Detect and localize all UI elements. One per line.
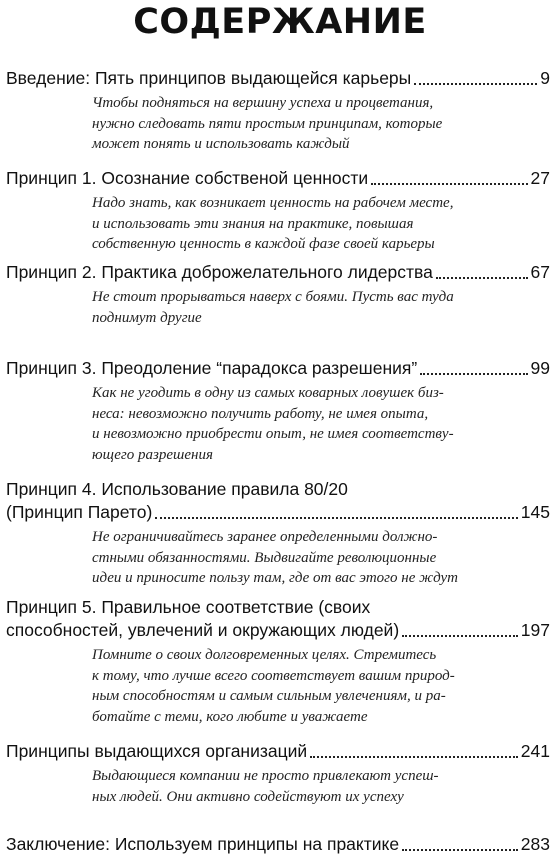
toc-page-number[interactable]: 9 xyxy=(540,68,550,88)
toc-heading-row[interactable] xyxy=(6,740,550,763)
toc-description xyxy=(92,766,512,807)
toc-description xyxy=(92,527,512,589)
toc-heading[interactable]: Заключение: Используем принципы на практике xyxy=(6,834,400,854)
description-line: к тому, что лучше всего соответствует вашим природ- xyxy=(92,667,455,684)
dot-leader xyxy=(420,372,527,375)
toc-description xyxy=(92,193,512,255)
dot-leader xyxy=(402,634,518,637)
toc-heading[interactable]: Принципы выдающихся организаций xyxy=(6,741,308,761)
description-line: ных людей. Они активно содействуют их успеху xyxy=(92,788,404,805)
dot-leader xyxy=(155,516,518,519)
toc-heading[interactable]: Принцип 3. Преодоление “парадокса разрешения” xyxy=(6,358,418,378)
toc-page-number[interactable]: 99 xyxy=(530,358,550,378)
description-line: ботайте с теми, кого любите и уважаете xyxy=(92,708,368,725)
description-line: Надо знать, как возникает ценность на рабочем месте, xyxy=(92,195,454,211)
toc-heading[interactable]: Принцип 2. Практика доброжелательного лидерства xyxy=(6,262,433,282)
toc-page-number[interactable]: 197 xyxy=(520,620,550,640)
description-line: стными обязанностями. Выдвигайте революционные xyxy=(92,549,437,566)
description-line: Как не угодить в одну из самых коварных ловушек биз- xyxy=(92,385,444,401)
description-line: Не стоит прорываться наверх с боями. Пусть вас туда xyxy=(92,289,454,305)
toc-entry-principle-1[interactable] xyxy=(6,167,550,255)
description-line: Помните о своих долговременных целях. Стремитесь xyxy=(92,647,437,663)
toc-entry-principle-3[interactable] xyxy=(6,357,550,465)
toc-heading-line1[interactable]: Принцип 5. Правильное соответствие (своих xyxy=(6,597,371,617)
toc-entry-organizations[interactable] xyxy=(6,740,550,807)
toc-page-number[interactable]: 27 xyxy=(530,168,550,188)
toc-page-number[interactable]: 241 xyxy=(520,741,550,761)
toc-heading[interactable]: Введение: Пять принципов выдающейся карьеры xyxy=(6,68,412,88)
toc-heading[interactable]: (Принцип Парето) xyxy=(6,502,153,522)
description-line: ным способностям и самым сильным увлечениям, и ра- xyxy=(92,688,446,704)
toc-entry-principle-4[interactable] xyxy=(6,478,550,589)
toc-entry-principle-2[interactable] xyxy=(6,261,550,328)
toc-heading-row[interactable] xyxy=(6,357,550,380)
toc-entry-conclusion[interactable] xyxy=(6,833,550,856)
dot-leader xyxy=(436,276,528,279)
description-line: поднимут другие xyxy=(92,309,202,326)
toc-heading-row[interactable] xyxy=(6,261,550,284)
page-title: СОДЕРЖАНИЕ xyxy=(133,2,427,42)
toc-heading[interactable]: Принцип 1. Осознание собственой ценности xyxy=(6,168,369,188)
toc-page-number[interactable]: 145 xyxy=(520,502,550,522)
description-line: и невозможно приобрести опыт, не имея соответству- xyxy=(92,426,454,442)
toc-description xyxy=(92,645,512,727)
dot-leader xyxy=(402,848,518,851)
description-line: может понять и использовать каждый xyxy=(92,136,350,152)
description-line: идеи и приносите пользу там, где от вас этого не ждут xyxy=(92,570,458,586)
dot-leader xyxy=(371,182,527,185)
dot-leader xyxy=(414,82,537,85)
toc-heading-row[interactable] xyxy=(6,619,550,642)
toc-heading-row[interactable] xyxy=(6,167,550,190)
toc-heading-row[interactable] xyxy=(6,67,550,90)
toc-heading-row[interactable] xyxy=(6,501,550,524)
toc-description xyxy=(92,93,512,155)
toc-heading-row[interactable] xyxy=(6,833,550,856)
description-line: Выдающиеся компании не просто привлекают успеш- xyxy=(92,768,439,784)
toc-heading-line1[interactable]: Принцип 4. Использование правила 80/20 xyxy=(6,479,348,499)
dot-leader xyxy=(310,755,518,758)
description-line: собственную ценность в каждой фазе своей карьеры xyxy=(92,236,435,252)
description-line: и использовать эти знания на практике, повышая xyxy=(92,215,414,232)
toc-description xyxy=(92,383,512,465)
toc-heading[interactable]: способностей, увлечений и окружающих людей) xyxy=(6,620,400,640)
description-line: неса: невозможно получить работу, не имея опыта, xyxy=(92,405,429,422)
description-line: ющего разрешения xyxy=(92,446,213,463)
description-line: нужно следовать пяти простым принципам, которые xyxy=(92,115,443,132)
description-line: Чтобы подняться на вершину успеха и процветания, xyxy=(92,95,434,111)
toc-page-number[interactable]: 283 xyxy=(520,834,550,854)
toc-entry-principle-5[interactable] xyxy=(6,596,550,727)
toc-description xyxy=(92,287,512,328)
toc-entry-introduction[interactable] xyxy=(6,67,550,155)
toc-page-number[interactable]: 67 xyxy=(530,262,550,282)
description-line: Не ограничивайтесь заранее определенными должно- xyxy=(92,529,438,545)
